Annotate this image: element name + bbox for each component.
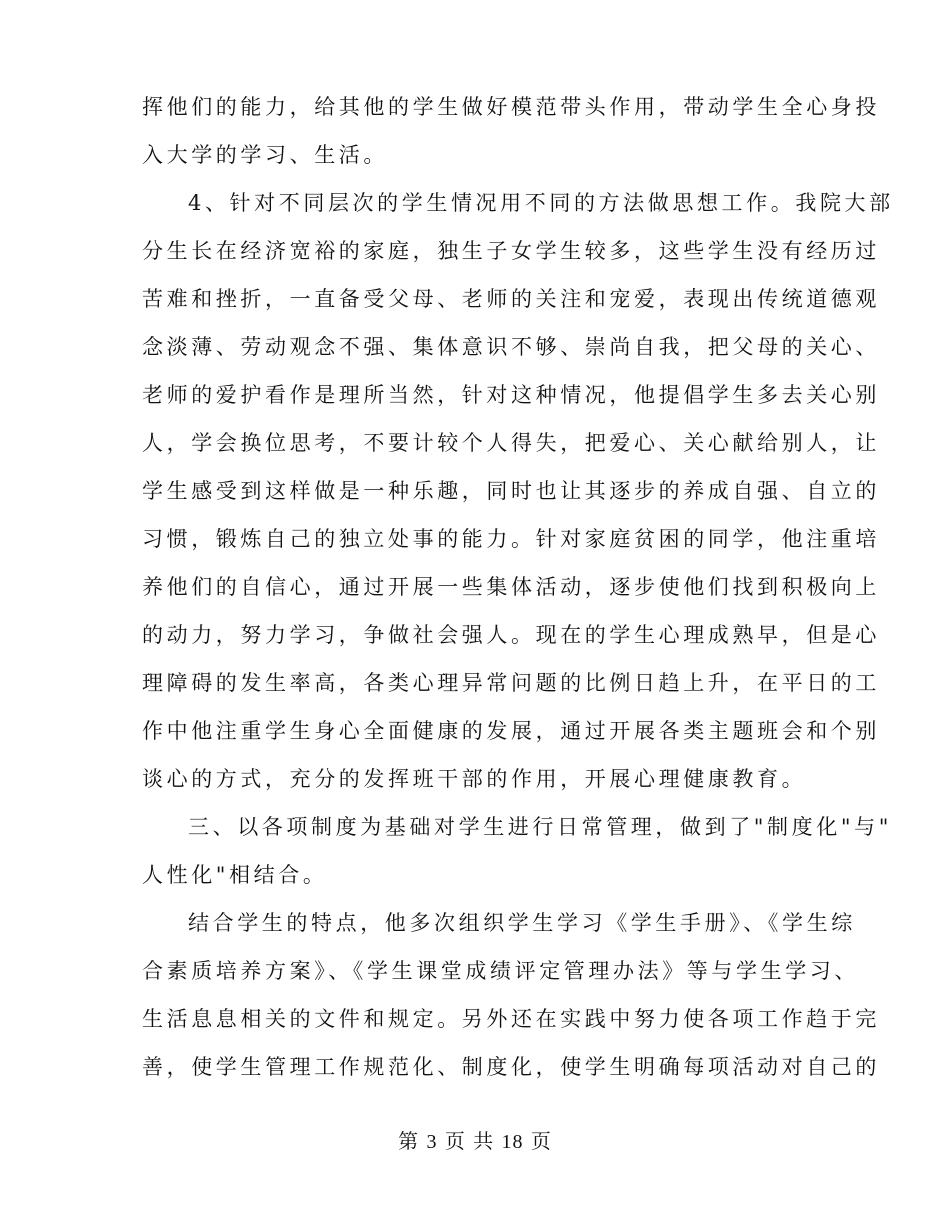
text-line: 养他们的自信心，通过开展一些集体活动，逐步使他们找到积极向上 xyxy=(142,575,880,599)
text-line: 的动力，努力学习，争做社会强人。现在的学生心理成熟早，但是心 xyxy=(142,623,880,647)
text-line: 分生长在经济宽裕的家庭，独生子女学生较多，这些学生没有经历过 xyxy=(142,239,880,263)
current-page-number: 3 xyxy=(426,1131,438,1153)
footer-middle: 页 共 xyxy=(444,1129,495,1153)
text-line: 人，学会换位思考，不要计较个人得失，把爱心、关心献给别人，让 xyxy=(142,431,880,455)
text-line: 4、针对不同层次的学生情况用不同的方法做思想工作。我院大部 xyxy=(188,191,894,215)
text-line: 三、以各项制度为基础对学生进行日常管理，做到了"制度化"与" xyxy=(188,815,892,839)
text-line: 善，使学生管理工作规范化、制度化，使学生明确每项活动对自己的 xyxy=(142,1055,880,1079)
text-line: 习惯，锻炼自己的独立处事的能力。针对家庭贫困的同学，他注重培 xyxy=(142,527,880,551)
text-line: 挥他们的能力，给其他的学生做好模范带头作用，带动学生全心身投 xyxy=(142,95,880,119)
footer-prefix: 第 xyxy=(398,1129,420,1153)
text-line: 谈心的方式，充分的发挥班干部的作用，开展心理健康教育。 xyxy=(142,767,807,791)
text-line: 理障碍的发生率高，各类心理异常问题的比例日趋上升，在平日的工 xyxy=(142,671,880,695)
text-line: 生活息息相关的文件和规定。另外还在实践中努力使各项工作趋于完 xyxy=(142,1007,880,1031)
text-line: 结合学生的特点，他多次组织学生学习《学生手册》、《学生综 xyxy=(188,911,856,935)
text-line: 入大学的学习、生活。 xyxy=(142,143,388,167)
text-line: 合素质培养方案》、《学生课堂成绩评定管理办法》等与学生学习、 xyxy=(142,959,859,983)
footer-suffix: 页 xyxy=(530,1129,552,1153)
total-pages-number: 18 xyxy=(501,1131,524,1153)
text-line: 学生感受到这样做是一种乐趣，同时也让其逐步的养成自强、自立的 xyxy=(142,479,880,503)
page-footer xyxy=(0,1127,950,1156)
text-line: 人性化"相结合。 xyxy=(142,863,328,887)
text-line: 老师的爱护看作是理所当然，针对这种情况，他提倡学生多去关心别 xyxy=(142,383,880,407)
text-line: 念淡薄、劳动观念不强、集体意识不够、崇尚自我，把父母的关心、 xyxy=(142,335,880,359)
text-line: 作中他注重学生身心全面健康的发展，通过开展各类主题班会和个别 xyxy=(142,719,880,743)
text-line: 苦难和挫折，一直备受父母、老师的关注和宠爱，表现出传统道德观 xyxy=(142,287,880,311)
